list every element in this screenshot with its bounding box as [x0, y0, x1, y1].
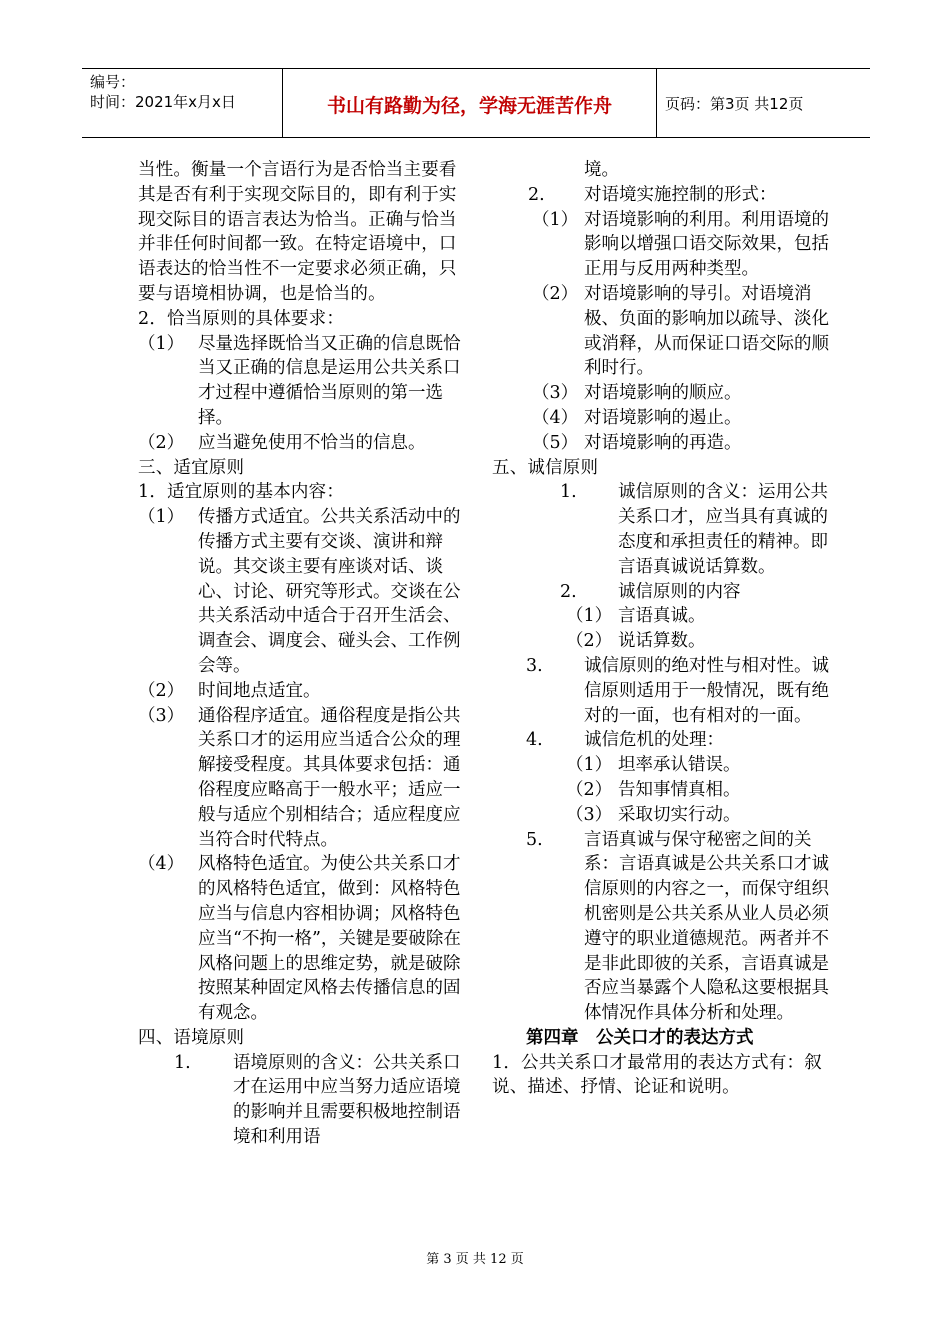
- list-item: [492, 480, 832, 579]
- header-motto: 书山有路勤为径，学海无涯苦作舟: [326, 95, 612, 117]
- list-number: 5.: [526, 829, 543, 850]
- list-item: [492, 803, 832, 828]
- list-text: 诚信危机的处理：: [584, 730, 724, 751]
- list-number: 4.: [526, 730, 543, 751]
- list-item: [492, 728, 832, 753]
- section-heading: 四、语境原则: [138, 1027, 245, 1048]
- list-text: 言语真诚与保守秘密之间的关系：言语真诚是公共关系口才诚信原则的内容之一，而保守组织机密则是公共关系从业人员必须遵守的职业道德规范。两者并不是非此即彼的关系，言语真诚是否应当暴露个人隐私这要根据具体情况作具体分析和处理。: [584, 829, 829, 1024]
- list-item: [138, 431, 473, 456]
- header-page-cell: [657, 69, 870, 137]
- list-item: [492, 654, 832, 728]
- list-number: （3）: [532, 383, 579, 404]
- list-number: （2）: [566, 779, 613, 800]
- list-text: 时间地点适宜。: [198, 680, 321, 701]
- list-number: （2）: [138, 680, 185, 701]
- list-item: [138, 505, 473, 679]
- list-item: [492, 158, 832, 183]
- list-number: 2.: [528, 184, 545, 205]
- list-text: 尽量选择既恰当又正确的信息既恰当又正确的信息是运用公共关系口才过程中遵循恰当原则的第一选择。: [198, 333, 461, 428]
- list-text: 坦率承认错误。: [618, 755, 741, 776]
- list-item: [492, 282, 832, 381]
- list-item: [138, 1051, 473, 1150]
- list-number: （3）: [138, 705, 185, 726]
- list-item: [492, 431, 832, 456]
- header-page-number: 页码：第3页 共12页: [665, 95, 804, 113]
- list-number: （4）: [138, 854, 185, 875]
- list-number: （4）: [532, 407, 579, 428]
- list-text: 传播方式适宜。公共关系活动中的传播方式主要有交谈、演讲和辩说。其交谈主要有座谈对话、谈心、讨论、研究等形式。交谈在公共关系活动中适合于召开生活会、调查会、调度会、碰头会、工作例会等。: [198, 507, 461, 676]
- list-number: （5）: [532, 432, 579, 453]
- list-number: 1.: [174, 1052, 191, 1073]
- list-item: [138, 332, 473, 431]
- section-heading: 五、诚信原则: [492, 457, 599, 478]
- list-item: [492, 778, 832, 803]
- list-text: 对语境影响的再造。: [584, 432, 742, 453]
- list-text: 对语境影响的导引。对语境消极、负面的影响加以疏导、淡化或消释，从而保证口语交际的顺利时行。: [584, 283, 829, 379]
- list-number: 2.: [560, 581, 577, 602]
- list-item: [138, 852, 473, 1026]
- list-item: [492, 406, 832, 431]
- header-meta-cell: [82, 69, 283, 137]
- section-heading: 三、适宜原则: [138, 457, 245, 478]
- list-number: 3.: [526, 655, 543, 676]
- list-text: 通俗程序适宜。通俗程度是指公共关系口才的运用应当适合公众的理解接受程度。其具体要求包括：通俗程度应略高于一般水平；适应一般与适应个别相结合；适应程度应当符合时代特点。: [198, 705, 461, 850]
- document-time-label: 时间：2021年x月x日: [90, 93, 236, 111]
- paragraph: 当性。衡量一个言语行为是否恰当主要看其是否有利于实现交际目的，即有利于实现交际目的语言表达为恰当。正确与恰当并非任何时间都一致。在特定语境中，口语表达的恰当性不一定要求必须正确，只要与语境相协调，也是恰当的。: [138, 160, 457, 304]
- list-number: （3）: [566, 804, 613, 825]
- list-item: [492, 381, 832, 406]
- list-text: 对语境影响的顺应。: [584, 383, 742, 404]
- list-text: 采取切实行动。: [618, 804, 741, 825]
- list-number: （1）: [566, 755, 613, 776]
- paragraph: 2．恰当原则的具体要求：: [138, 308, 345, 329]
- paragraph: 1．公共关系口才最常用的表达方式有：叙说、描述、抒情、论证和说明。: [492, 1052, 822, 1098]
- list-item: [492, 629, 832, 654]
- right-column: [492, 158, 832, 1100]
- list-text: 言语真诚。: [618, 606, 706, 627]
- header-motto-cell: [283, 69, 657, 137]
- list-item: [492, 580, 832, 605]
- list-number: （2）: [532, 283, 579, 304]
- list-text: 风格特色适宜。为使公共关系口才的风格特色适宜，做到：风格特色应当与信息内容相协调；风格特色应当“不拘一格”，关键是要破除在风格问题上的思维定势，就是破除按照某种固定风格去传播信息的固有观念。: [198, 854, 461, 1024]
- list-number: 1.: [560, 482, 577, 503]
- chapter-heading: 第四章 公关口才的表达方式: [526, 1027, 754, 1048]
- paragraph: 1．适宜原则的基本内容：: [138, 482, 345, 503]
- list-number: （1）: [138, 333, 185, 354]
- list-text: 语境原则的含义：公共关系口才在运用中应当努力适应语境的影响并且需要积极地控制语境和利用语: [233, 1052, 461, 1148]
- list-number: （1）: [566, 606, 613, 627]
- list-number: （2）: [138, 432, 185, 453]
- list-text: 对语境影响的利用。利用语境的影响以增强口语交际效果，包括正用与反用两种类型。: [584, 209, 829, 280]
- list-item: [492, 753, 832, 778]
- list-item: [492, 828, 832, 1026]
- list-text: 说话算数。: [618, 631, 706, 652]
- left-column: [138, 158, 473, 1150]
- list-text: 诚信原则的含义：运用公共关系口才，应当具有真诚的态度和承担责任的精神。即言语真诚说话算数。: [618, 482, 828, 577]
- list-item: [492, 604, 832, 629]
- list-text: 应当避免使用不恰当的信息。: [198, 432, 426, 453]
- list-text: 诚信原则的内容: [618, 581, 741, 602]
- list-item: [492, 183, 832, 208]
- list-item: [138, 679, 473, 704]
- document-number-label: 编号：: [90, 73, 136, 91]
- list-text: 对语境影响的遏止。: [584, 407, 742, 428]
- list-item: [492, 208, 832, 282]
- list-number: （2）: [566, 631, 613, 652]
- list-text: 诚信原则的绝对性与相对性。诚信原则适用于一般情况，既有绝对的一面，也有相对的一面。: [584, 655, 829, 726]
- list-text: 对语境实施控制的形式：: [584, 184, 777, 205]
- list-text: 境。: [584, 160, 619, 180]
- list-text: 告知事情真相。: [618, 779, 741, 800]
- list-number: （1）: [138, 507, 185, 528]
- list-item: [138, 704, 473, 853]
- list-number: （1）: [532, 209, 579, 230]
- page-header: [82, 68, 870, 138]
- page-footer: 第 3 页 共 12 页: [426, 1252, 524, 1267]
